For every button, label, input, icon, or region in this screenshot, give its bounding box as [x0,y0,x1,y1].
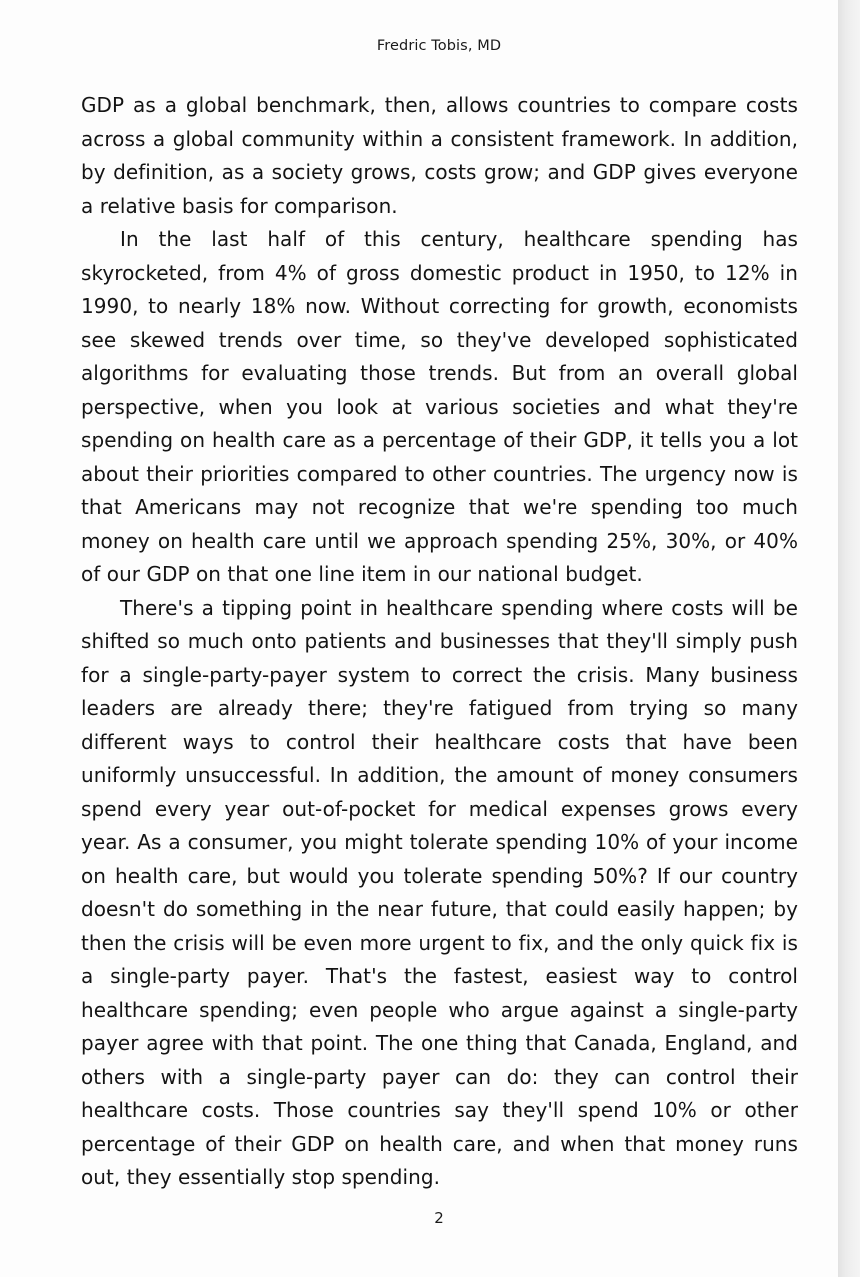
paragraph-healthcare-spending: In the last half of this century, healthcare spending has skyrocketed, from 4% of gross domestic product in 1950, to 12% in 1990, to nearly 18% now. Without correcting for growth, economists see skewed trends over time, so they've developed sophisticated algorithms for evaluating those trends. But from an overall global perspective, when you look at various societies and what they're spending on health care as a percentage of their GDP, it tells you a lot about their priorities compared to other countries. The urgency now is that Americans may not recognize that we're spending too much money on health care until we approach spending 25%, 30%, or 40% of our GDP on that one line item in our national budget. [81,227,798,586]
page-number: 2 [434,1209,444,1227]
paragraph-tipping-point: There's a tipping point in healthcare spending where costs will be shifted so much onto patients and businesses that they'll simply push for a single-party-payer system to correct the crisis. Many business leaders are already there; they're fatigued from trying so many different ways to control their healthcare costs that have been uniformly unsuccessful. In addition, the amount of money consumers spend every year out-of-pocket for medical expenses grows every year. As a consumer, you might tolerate spending 10% of your income on health care, but would you tolerate spending 50%? If our country doesn't do something in the near future, that could easily happen; by then the crisis will be even more urgent to fix, and the only quick fix is a single-party payer. That's the fastest, easiest way to control healthcare spending; even people who argue against a single-party payer agree with that point. The one thing that Canada, England, and others with a single-party payer can do: they can control their healthcare costs. Those countries say they'll spend 10% or other percentage of their GDP on health care, and when that money runs out, they essentially stop spending. [81,595,798,1189]
running-head: Fredric Tobis, MD [376,38,502,54]
paragraph-gdp-benchmark: GDP as a global benchmark, then, allows countries to compare costs across a global community within a consistent framework. In addition, by definition, as a society grows, costs grow; and GDP gives everyone a relative basis for comparison. [81,93,798,218]
page-edge-shadow [838,0,860,1277]
body-text [81,89,798,1195]
